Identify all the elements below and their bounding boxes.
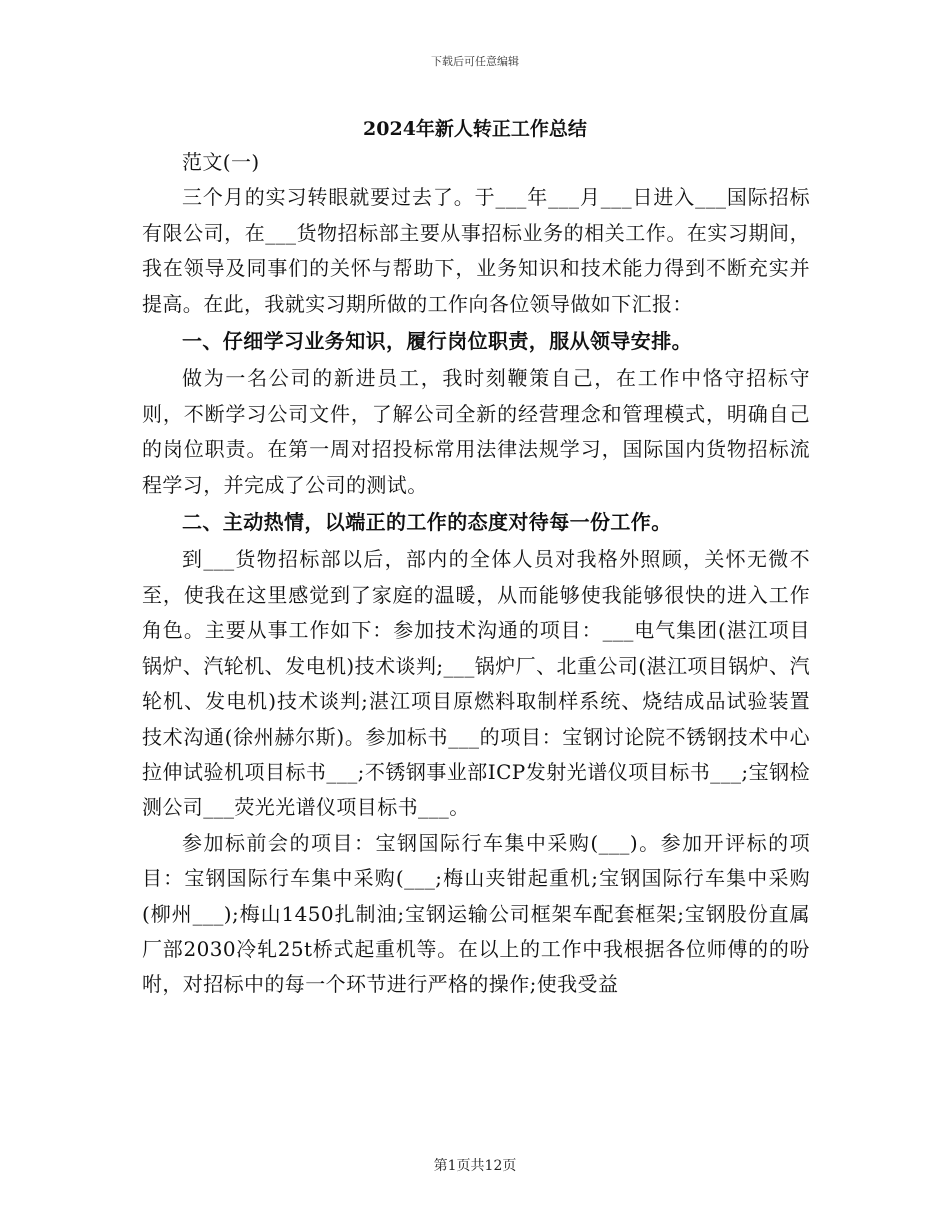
document-title: 2024年新人转正工作总结 xyxy=(363,118,587,140)
section-heading-1: 一、仔细学习业务知识，履行岗位职责，服从领导安排。 xyxy=(182,329,692,354)
paragraph-section-2-continued: 参加标前会的项目：宝钢国际行车集中采购(___)。参加开评标的项目：宝钢国际行车集中采购(___;梅山夹钳起重机;宝钢国际行车集中采购(柳州___);梅山1450扎制油;宝钢运输公司框架车配套框架;宝钢股份直属厂部2030冷轧25t桥式起重机等。在以上的工作中我根据各位师傅的的吩咐，对招标中的每一个环节进行严格的操作;使我受益 xyxy=(142,830,810,997)
paragraph-section-1: 做为一名公司的新进员工，我时刻鞭策自己，在工作中恪守招标守则，不断学习公司文件，了解公司全新的经营理念和管理模式，明确自己的岗位职责。在第一周对招投标常用法律法规学习，国际国内货物招标流程学习，并完成了公司的测试。 xyxy=(142,366,810,497)
page-number: 第1页共12页 xyxy=(433,1158,517,1174)
section-heading-2: 二、主动热情，以端正的工作的态度对待每一份工作。 xyxy=(182,510,672,535)
paragraph-intro: 三个月的实习转眼就要过去了。于___年___月___日进入___国际招标有限公司，在___货物招标部主要从事招标业务的相关工作。在实习期间，我在领导及同事们的关怀与帮助下，业务知识和技术能力得到不断充实并提高。在此，我就实习期所做的工作向各位领导做如下汇报： xyxy=(142,185,810,316)
sample-label: 范文(一) xyxy=(182,150,260,174)
page-header-note: 下载后可任意编辑 xyxy=(431,55,519,68)
document-body xyxy=(142,145,810,1003)
paragraph-section-2: 到___货物招标部以后，部内的全体人员对我格外照顾，关怀无微不至，使我在这里感觉到了家庭的温暖，从而能够使我能够很快的进入工作角色。主要从事工作如下：参加技术沟通的项目：___电气集团(湛江项目锅炉、汽轮机、发电机)技术谈判;___锅炉厂、北重公司(湛江项目锅炉、汽轮机、发电机)技术谈判;湛江项目原燃料取制样系统、烧结成品试验装置技术沟通(徐州赫尔斯)。参加标书___的项目：宝钢讨论院不锈钢技术中心拉伸试验机项目标书___;不锈钢事业部ICP发射光谱仪项目标书___;宝钢检测公司___荧光光谱仪项目标书___。 xyxy=(142,547,810,820)
